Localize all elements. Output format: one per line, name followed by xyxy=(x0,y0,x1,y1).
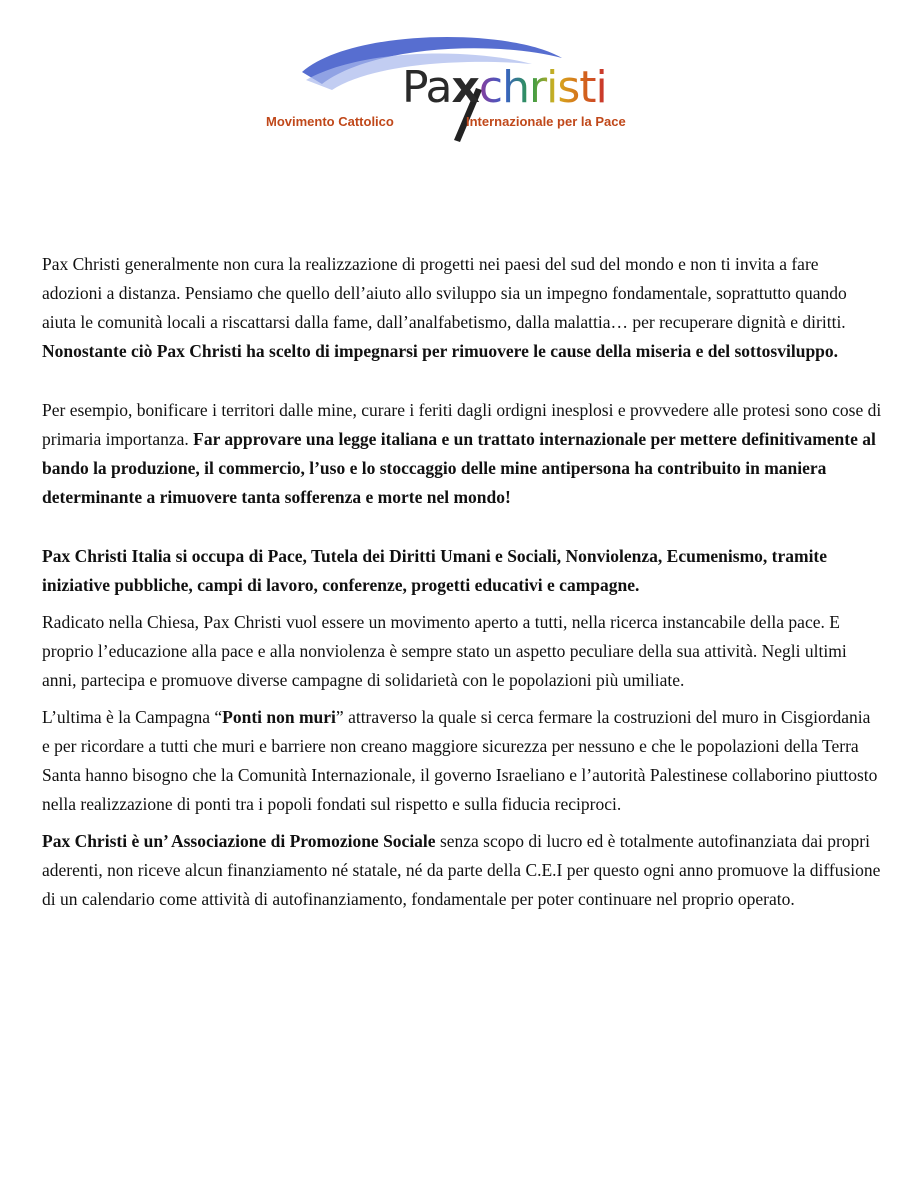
paragraph-mines-text: Per esempio, bonificare i territori dalle mine, curare i feriti dagli ordigni inesplosi e provvedere alle protesi sono cose di primaria importanza. xyxy=(42,400,882,449)
paragraph-associazione xyxy=(42,827,882,914)
logo-wordmark xyxy=(402,62,607,113)
campaign-name: Ponti non muri xyxy=(222,707,336,727)
paragraph-intro-emphasis: Nonostante ciò Pax Christi ha scelto di impegnarsi per rimuovere le cause della miseria e del sottosviluppo. xyxy=(42,341,839,361)
association-title: Pax Christi è un’ Associazione di Promozione Sociale xyxy=(42,831,436,851)
article-body xyxy=(42,250,882,914)
paragraph-campagna-pre: L’ultima è la Campagna “ xyxy=(42,707,223,727)
logo-subtitle-left: Movimento Cattolico xyxy=(266,114,394,129)
logo-word-x: x xyxy=(451,62,479,113)
logo-word-pax: Pa xyxy=(402,62,452,113)
paragraph-associazione-text: senza scopo di lucro ed è totalmente autofinanziata dai propri aderenti, non riceve alcun finanziamento né statale, né da parte della C.E.I per questo ogni anno promuove la diffusione di un calendario come attività di autofinanziamento, fondamentale per poter continuare nel proprio operato. xyxy=(42,831,881,909)
pax-christi-logo xyxy=(262,28,682,148)
paragraph-campagna-post: ” attraverso la quale si cerca fermare la costruzioni del muro in Cisgiordania e per ricordare a tutti che muri e barriere non creano maggiore sicurezza per nessuno e che le popolazioni della Terra Santa hanno bisogno che la Comunità Internazionale, il governo Israeliano e l’autorità Palestinese collaborino piuttosto nella realizzazione di ponti tra i popoli fondati sul rispetto e sulla fiducia reciproci. xyxy=(42,707,878,814)
paragraph-campagna xyxy=(42,703,882,819)
paragraph-intro: Pax Christi generalmente non cura la realizzazione di progetti nei paesi del sud del mondo e non ti invita a fare adozioni a distanza. Pensiamo che quello dell’aiuto allo sviluppo sia un impegno fondamentale, soprattutto quando aiuta le comunità locali a riscattarsi dalla fame, dall’analfabetismo, dalla malattia… per recuperare dignità e diritti. xyxy=(42,254,847,332)
paragraph-mines xyxy=(42,396,882,512)
paragraph-italia: Pax Christi Italia si occupa di Pace, Tutela dei Diritti Umani e Sociali, Nonviolenza, Ecumenismo, tramite iniziative pubbliche, campi di lavoro, conferenze, progetti educativi e campagne. xyxy=(42,546,828,595)
paragraph-mines-emphasis: Far approvare una legge italiana e un trattato internazionale per mettere definitivamente al bando la produzione, il commercio, l’uso e lo stoccaggio delle mine antipersona ha contribuito in maniera determinante a rimuovere tanta sofferenza e morte nel mondo! xyxy=(42,429,876,507)
logo-subtitle-right: Internazionale per la Pace xyxy=(466,114,626,129)
logo-word-christi: christi xyxy=(478,62,607,113)
paragraph-chiesa: Radicato nella Chiesa, Pax Christi vuol essere un movimento aperto a tutti, nella ricerca instancabile della pace. E proprio l’educazione alla pace e alla nonviolenza è sempre stato un aspetto peculiare della sua attività. Negli ultimi anni, partecipa e promuove diverse campagne di solidarietà con le popolazioni più umiliate. xyxy=(42,612,847,690)
